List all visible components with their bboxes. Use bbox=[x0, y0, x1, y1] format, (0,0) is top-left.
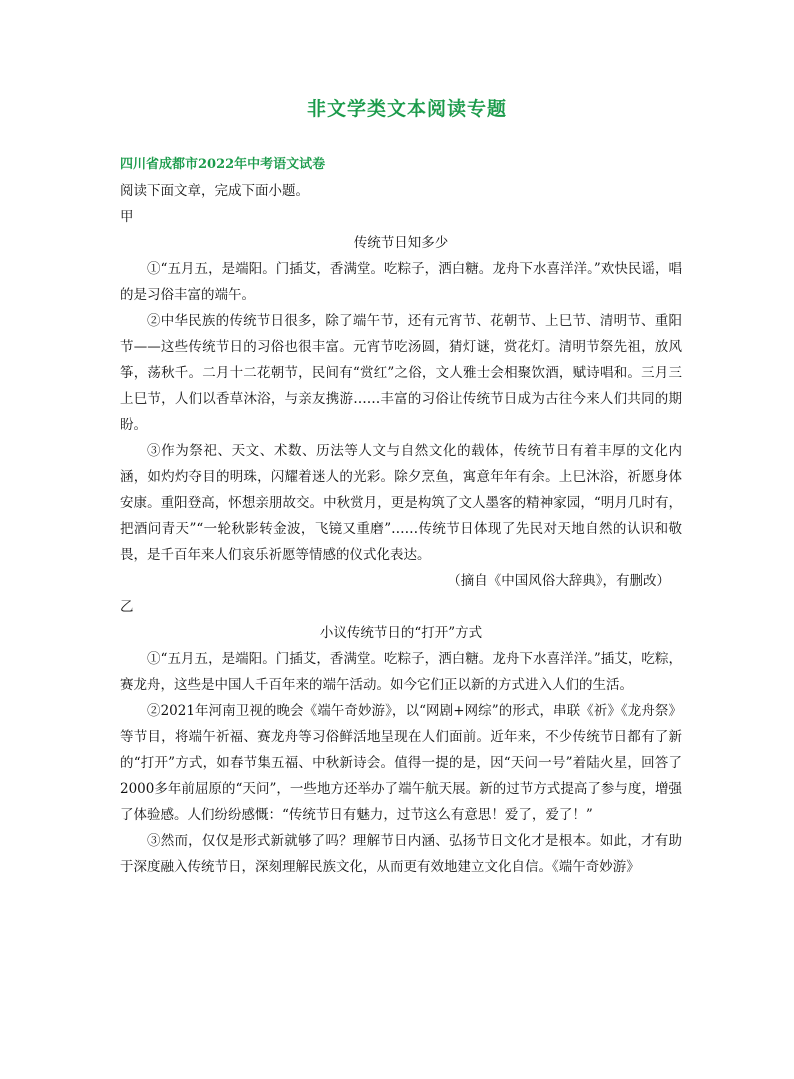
part1-paragraph-3: ③作为祭祀、天文、术数、历法等人文与自然文化的载体，传统节日有着丰厚的文化内涵，如灼灼夺目的明珠，闪耀着迷人的光彩。除夕烹鱼，寓意年年有余。上巳沐浴，祈愿身体安康。重阳登高，怀想亲朋故交。中秋赏月，更是构筑了文人墨客的精神家园，“明月几时有，把酒问青天”“一轮秋影转金波，飞镜又重磨”……传统节日体现了先民对天地自然的认识和敬畏，是千百年来人们哀乐祈愿等情感的仪式化表达。 bbox=[120, 443, 682, 563]
part1-paragraph-1: ①“五月五，是端阳。门插艾，香满堂。吃粽子，洒白糖。龙舟下水喜洋洋。”欢快民谣，唱的是习俗丰富的端午。 bbox=[120, 261, 682, 303]
part1-marker: 甲 bbox=[120, 209, 134, 225]
exam-source: 四川省成都市2022年中考语文试卷 bbox=[120, 157, 326, 172]
part2-paragraph-3: ③然而，仅仅是形式新就够了吗？理解节日内涵、弘扬节日文化才是根本。如此，才有助于深度融入传统节日，深刻理解民族文化，从而更有效地建立文化自信。《端午奇妙游》 bbox=[120, 833, 682, 875]
document-title: 非文学类文本阅读专题 bbox=[306, 98, 507, 120]
document-page bbox=[120, 96, 682, 880]
part2-paragraph-2: ②2021年河南卫视的晚会《端午奇妙游》，以“网剧+网综”的形式，串联《祈》《龙舟祭》等节目，将端午祈福、赛龙舟等习俗鲜活地呈现在人们面前。近年来，不少传统节日都有了新的“打开”方式，如春节集五福、中秋新诗会。值得一提的是，因“天问一号”着陆火星，回答了2000多年前屈原的“天问”，一些地方还举办了端午航天展。新的过节方式提高了参与度，增强了体验感。人们纷纷感慨：“传统节日有魅力，过节这么有意思！爱了，爱了！” bbox=[120, 703, 682, 823]
part2-paragraph-1: ①“五月五，是端阳。门插艾，香满堂。吃粽子，洒白糖。龙舟下水喜洋洋。”插艾，吃粽，赛龙舟，这些是中国人千百年来的端午活动。如今它们正以新的方式进入人们的生活。 bbox=[120, 651, 682, 693]
part2-marker: 乙 bbox=[120, 599, 134, 615]
part1-title: 传统节日知多少 bbox=[353, 235, 449, 251]
part1-paragraph-2: ②中华民族的传统节日很多，除了端午节，还有元宵节、花朝节、上巳节、清明节、重阳节——这些传统节日的习俗也很丰富。元宵节吃汤圆，猜灯谜，赏花灯。清明节祭先祖，放风筝，荡秋千。二月十二花朝节，民间有“赏红”之俗，文人雅士会相聚饮酒，赋诗唱和。三月三上巳节，人们以香草沐浴，与亲友携游……丰富的习俗让传统节日成为古往今来人们共同的期盼。 bbox=[120, 313, 682, 433]
part1-citation: （摘自《中国风俗大辞典》，有删改） bbox=[447, 573, 670, 589]
part2-title: 小议传统节日的“打开”方式 bbox=[319, 625, 483, 641]
instruction-text: 阅读下面文章，完成下面小题。 bbox=[120, 183, 309, 199]
